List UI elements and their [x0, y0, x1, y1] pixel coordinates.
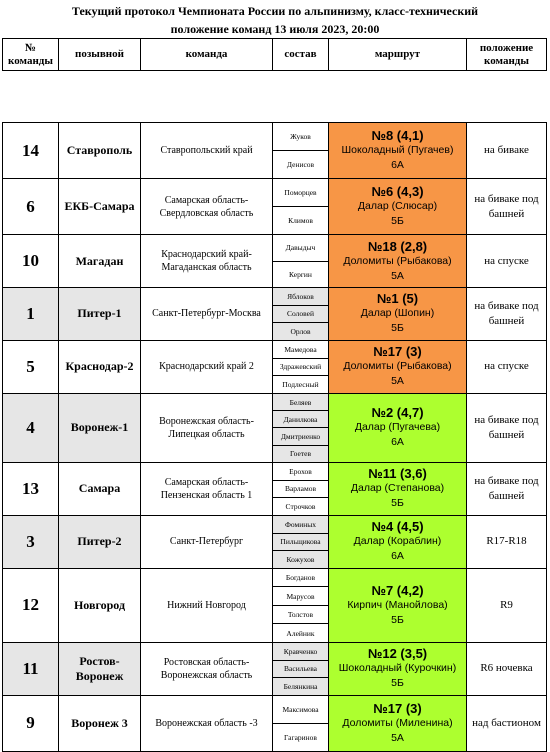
table-row-line — [3, 393, 547, 410]
route-name: Далар (Степанова) — [350, 482, 445, 495]
team-region: Самарская область-Свердловская область — [141, 179, 273, 235]
route-name: Доломиты (Рыбакова) — [343, 254, 452, 267]
team-number: 10 — [3, 235, 59, 288]
route-number: №4 (4,5) — [371, 519, 424, 535]
route-number: №17 (3) — [373, 700, 422, 716]
table-row-line — [3, 515, 547, 533]
document-subtitle: положение команд 13 июля 2023, 20:00 — [170, 22, 380, 36]
route-category: 5Б — [391, 613, 404, 626]
team-member: Фоминых — [273, 515, 329, 533]
route-name: Шоколадный (Пугачев) — [341, 144, 454, 156]
table-row-line — [3, 462, 547, 480]
header-table — [2, 38, 547, 71]
team-member: Строчков — [273, 498, 329, 516]
team-region: Воронежская область- Липецкая область — [141, 393, 273, 462]
route-name: Далар (Шопин) — [360, 307, 435, 320]
team-member: Данилкова — [273, 411, 329, 428]
route-number: №11 (3,6) — [368, 466, 427, 482]
team-region: Воронежская область -3 — [141, 695, 273, 751]
team-member: Алейник — [273, 624, 329, 643]
route-name: Кирпич (Манойлова) — [347, 598, 448, 611]
team-number: 3 — [3, 515, 59, 568]
team-number: 4 — [3, 393, 59, 462]
callsign: Ставрополь — [59, 123, 141, 179]
callsign: Ростов-Воронеж — [59, 642, 141, 695]
header-callsign: позывной — [59, 39, 141, 71]
team-position: на биваке — [467, 123, 547, 179]
team-member: Здражевский — [273, 358, 329, 376]
route-name: Далар (Слюсар) — [357, 200, 438, 212]
team-member: Кравченко — [273, 642, 329, 660]
route-number: №12 (3,5) — [367, 646, 428, 662]
team-member: Гоетев — [273, 445, 329, 462]
team-number: 13 — [3, 462, 59, 515]
route-number: №8 (4,1) — [371, 128, 424, 143]
callsign: Питер-1 — [59, 288, 141, 341]
route-cell — [329, 462, 467, 515]
team-position: на биваке под башней — [467, 179, 547, 235]
route-name: Далар (Кораблин) — [353, 535, 442, 548]
route-cell — [329, 695, 467, 751]
callsign: ЕКБ-Самара — [59, 179, 141, 235]
route-cell — [329, 235, 467, 288]
team-region: Санкт-Петербург — [141, 515, 273, 568]
team-member: Дмитриенко — [273, 428, 329, 445]
route-cell — [329, 515, 467, 568]
team-member: Васильева — [273, 660, 329, 678]
team-region: Краснодарский край-Магаданская область — [141, 235, 273, 288]
route-cell — [329, 568, 467, 642]
route-category: 6А — [391, 550, 404, 563]
callsign: Новгород — [59, 568, 141, 642]
team-member: Орлов — [273, 323, 329, 341]
header-team: команда — [141, 39, 273, 71]
route-category: 5А — [391, 375, 404, 388]
route-number: №7 (4,2) — [371, 582, 424, 598]
team-member: Кергин — [273, 261, 329, 288]
callsign: Воронеж 3 — [59, 695, 141, 751]
team-position: R6 ночевка — [467, 642, 547, 695]
route-cell — [329, 393, 467, 462]
team-member: Пильщикова — [273, 533, 329, 551]
route-number: №2 (4,7) — [371, 405, 424, 421]
route-category: 5Б — [391, 497, 404, 510]
team-region: Ставропольский край — [141, 123, 273, 179]
team-number: 1 — [3, 288, 59, 341]
team-number: 11 — [3, 642, 59, 695]
table-row-line — [3, 695, 547, 723]
table-row-line — [3, 235, 547, 262]
header-position: положение команды — [467, 39, 547, 71]
team-member: Беляев — [273, 393, 329, 410]
team-number: 9 — [3, 695, 59, 751]
route-number: №17 (3) — [373, 344, 422, 360]
team-region: Санкт-Петербург-Москва — [141, 288, 273, 341]
team-region: Нижний Новгород — [141, 568, 273, 642]
callsign: Воронеж-1 — [59, 393, 141, 462]
route-category: 5А — [391, 269, 404, 282]
team-position: на биваке под башней — [467, 393, 547, 462]
team-region: Краснодарский край 2 — [141, 340, 273, 393]
callsign: Питер-2 — [59, 515, 141, 568]
team-member: Толстов — [273, 605, 329, 624]
team-region: Самарская область-Пензенская область 1 — [141, 462, 273, 515]
table-row-line — [3, 288, 547, 306]
team-member: Белянкина — [273, 678, 329, 696]
team-member: Варламов — [273, 480, 329, 498]
team-position: на биваке под башней — [467, 462, 547, 515]
callsign: Краснодар-2 — [59, 340, 141, 393]
team-member: Максимова — [273, 695, 329, 723]
team-member: Поморцев — [273, 179, 329, 207]
team-member: Подлесный — [273, 376, 329, 394]
team-member: Богданов — [273, 568, 329, 587]
route-cell — [329, 642, 467, 695]
table-row-line — [3, 340, 547, 358]
team-position: над бастионом — [467, 695, 547, 751]
team-number: 14 — [3, 123, 59, 179]
route-name: Доломиты (Миленина) — [342, 716, 453, 729]
team-member: Гагаринов — [273, 723, 329, 751]
route-number: №6 (4,3) — [371, 184, 424, 199]
route-cell — [329, 288, 467, 341]
team-position: R9 — [467, 568, 547, 642]
table-row-line — [3, 568, 547, 587]
route-category: 5Б — [391, 677, 404, 690]
team-number: 6 — [3, 179, 59, 235]
team-member: Давыдыч — [273, 235, 329, 262]
route-name: Шоколадный (Курочкин) — [338, 662, 457, 675]
team-member: Соловей — [273, 305, 329, 323]
route-cell — [329, 179, 467, 235]
team-number: 12 — [3, 568, 59, 642]
team-member: Денисов — [273, 151, 329, 179]
route-category: 6А — [391, 436, 404, 449]
team-position: R17-R18 — [467, 515, 547, 568]
route-category: 5Б — [391, 215, 404, 227]
header-members: состав — [273, 39, 329, 71]
team-position: на биваке под башней — [467, 288, 547, 341]
document-title: Текущий протокол Чемпионата России по альпинизму, класс-технический — [71, 4, 479, 18]
route-category: 5Б — [391, 322, 404, 335]
team-region: Ростовская область-Воронежская область — [141, 642, 273, 695]
route-number: №18 (2,8) — [367, 238, 428, 254]
team-position: на спуске — [467, 235, 547, 288]
team-member: Мамедова — [273, 340, 329, 358]
team-position: на спуске — [467, 340, 547, 393]
table-row-line — [3, 179, 547, 207]
route-name: Далар (Пугачева) — [354, 421, 441, 434]
route-cell — [329, 340, 467, 393]
route-number: №1 (5) — [376, 291, 419, 307]
header-num: № команды — [3, 39, 59, 71]
team-member: Климов — [273, 207, 329, 235]
team-member: Яблоков — [273, 288, 329, 306]
route-cell — [329, 123, 467, 179]
team-member: Ерохов — [273, 462, 329, 480]
route-category: 5А — [391, 731, 404, 744]
team-member: Жуков — [273, 123, 329, 151]
team-number: 5 — [3, 340, 59, 393]
table-row-line — [3, 642, 547, 660]
route-category: 6А — [391, 159, 404, 171]
standings-table — [2, 122, 547, 752]
team-member: Кожухов — [273, 551, 329, 569]
header-route: маршрут — [329, 39, 467, 71]
table-row-line — [3, 123, 547, 151]
route-name: Доломиты (Рыбакова) — [343, 360, 452, 373]
callsign: Магадан — [59, 235, 141, 288]
callsign: Самара — [59, 462, 141, 515]
team-member: Марусов — [273, 587, 329, 606]
